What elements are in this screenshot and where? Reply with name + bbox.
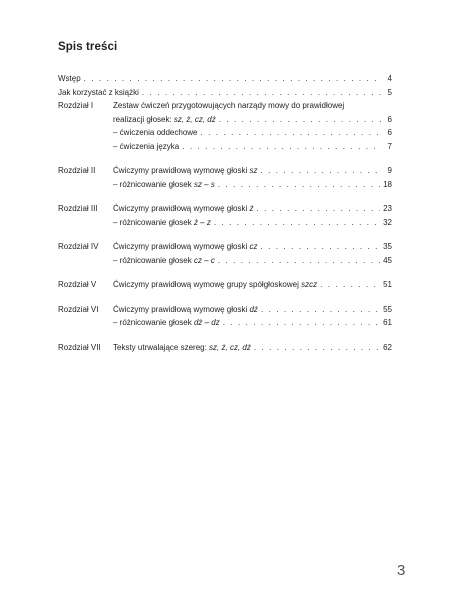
chapter-label: Rozdział I bbox=[58, 101, 94, 110]
subentry-label: – różnicowanie głosek cz – c bbox=[113, 255, 215, 265]
toc-subentry bbox=[58, 178, 392, 192]
page-number: 62 bbox=[383, 342, 392, 352]
page-number: 23 bbox=[383, 204, 392, 213]
dot-leader bbox=[218, 254, 380, 268]
page-number: 5 bbox=[387, 87, 392, 97]
page-number: 4 bbox=[387, 74, 392, 83]
dot-leader bbox=[260, 164, 381, 178]
toc-subentry bbox=[58, 126, 392, 140]
toc-subentry bbox=[58, 316, 392, 330]
page-number: 61 bbox=[383, 318, 392, 327]
toc-chapter-1 bbox=[58, 99, 392, 113]
toc-subentry bbox=[58, 216, 392, 230]
toc-chapter-6 bbox=[58, 303, 392, 317]
chapter-label: Rozdział IV bbox=[58, 242, 99, 251]
page-number: 18 bbox=[383, 179, 392, 189]
toc-entry-jak-korzystac bbox=[58, 86, 392, 100]
chapter-title-line-1: Zestaw ćwiczeń przygotowujących narządy mowy do prawidłowej bbox=[113, 101, 345, 110]
chapter-title: Ćwiczymy prawidłową wymowę głoski sz bbox=[113, 166, 258, 175]
page-number: 45 bbox=[383, 255, 392, 265]
toc-subentry bbox=[58, 254, 392, 268]
page-title: Spis treści bbox=[58, 41, 118, 53]
toc-subentry bbox=[58, 140, 392, 154]
page-number: 32 bbox=[383, 217, 392, 227]
entry-label: Jak korzystać z książki bbox=[58, 87, 139, 97]
chapter-label: Rozdział VI bbox=[58, 304, 99, 314]
toc-chapter-2 bbox=[58, 164, 392, 178]
toc-chapter-4 bbox=[58, 240, 392, 254]
dot-leader bbox=[218, 178, 380, 192]
page-number: 6 bbox=[387, 128, 392, 137]
chapter-title: Ćwiczymy prawidłową wymowę grupy spółgłoskowej szcz bbox=[113, 280, 318, 289]
chapter-label: Rozdział VII bbox=[58, 342, 101, 352]
page-number: 7 bbox=[387, 141, 392, 151]
chapter-title: Ćwiczymy prawidłową wymowę głoski dż bbox=[113, 304, 258, 314]
dot-leader bbox=[182, 140, 381, 154]
dot-leader bbox=[223, 316, 380, 330]
subentry-label: – ćwiczenia oddechowe bbox=[113, 128, 198, 137]
page-number: 51 bbox=[383, 280, 392, 289]
toc-chapter-5 bbox=[58, 278, 392, 292]
toc-chapter-7 bbox=[58, 341, 392, 355]
chapter-label: Rozdział II bbox=[58, 166, 96, 175]
dot-leader bbox=[201, 126, 382, 140]
subentry-label: – różnicowanie głosek dż – dz bbox=[113, 318, 220, 327]
dot-leader bbox=[214, 216, 380, 230]
dot-leader bbox=[260, 240, 380, 254]
chapter-title: Teksty utrwalające szereg: sz, ż, cz, dż bbox=[113, 342, 251, 352]
folio-page-number: 3 bbox=[397, 562, 406, 579]
chapter-label: Rozdział V bbox=[58, 280, 97, 289]
chapter-title-line-2: realizacji głosek: sz, ż, cz, dż bbox=[113, 114, 216, 124]
dot-leader bbox=[256, 202, 380, 216]
page-number: 55 bbox=[383, 304, 392, 314]
toc-chapter-3 bbox=[58, 202, 392, 216]
entry-label: Wstęp bbox=[58, 74, 81, 83]
subentry-label: – ćwiczenia języka bbox=[113, 141, 180, 151]
subentry-label: – różnicowanie głosek ż – z bbox=[113, 217, 211, 227]
page-number: 6 bbox=[387, 114, 392, 124]
chapter-title: Ćwiczymy prawidłową wymowę głoski ż bbox=[113, 204, 254, 213]
chapter-title: Ćwiczymy prawidłową wymowę głoski cz bbox=[113, 242, 258, 251]
page-number: 35 bbox=[383, 242, 392, 251]
dot-leader bbox=[219, 113, 381, 127]
dot-leader bbox=[84, 72, 381, 86]
dot-leader bbox=[142, 86, 381, 100]
subentry-label: – różnicowanie głosek sz – s bbox=[113, 179, 215, 189]
dot-leader bbox=[320, 278, 380, 292]
dot-leader bbox=[261, 303, 380, 317]
toc-entry-wstep bbox=[58, 72, 392, 86]
table-of-contents bbox=[58, 72, 392, 354]
dot-leader bbox=[254, 341, 380, 355]
page-number: 9 bbox=[387, 166, 392, 175]
chapter-label: Rozdział III bbox=[58, 204, 98, 213]
toc-chapter-1-line-2 bbox=[58, 113, 392, 127]
